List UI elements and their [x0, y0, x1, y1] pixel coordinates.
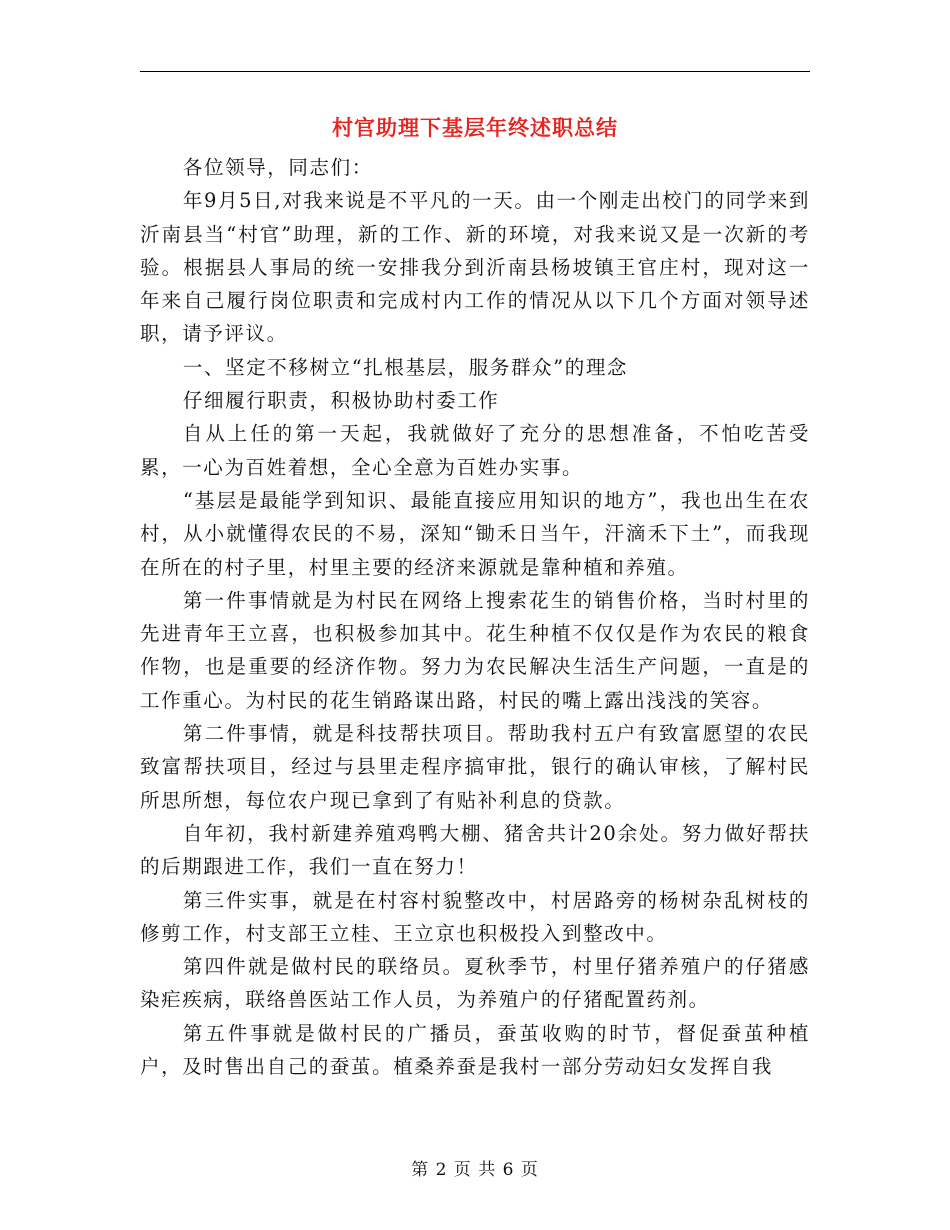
header-rule	[140, 71, 810, 72]
paragraph: 第五件事就是做村民的广播员，蚕茧收购的时节，督促蚕茧种植户，及时售出自己的蚕茧。植桑养蚕是我村一部分劳动妇女发挥自我	[140, 1021, 810, 1079]
paragraph: 自年初，我村新建养殖鸡鸭大棚、猪舍共计20余处。努力做好帮扶的后期跟进工作，我们一直在努力！	[140, 821, 810, 879]
paragraph: 第四件就是做村民的联络员。夏秋季节，村里仔猪养殖户的仔猪感染疟疾病，联络兽医站工作人员，为养殖户的仔猪配置药剂。	[140, 955, 810, 1012]
document-body	[140, 151, 810, 1083]
document-title: 村官助理下基层年终述职总结	[332, 115, 618, 140]
paragraph: 第一件事情就是为村民在网络上搜索花生的销售价格，当时村里的先进青年王立喜，也积极参加其中。花生种植不仅仅是作为农民的粮食作物，也是重要的经济作物。努力为农民解决生活生产问题，一直是的工作重心。为村民的花生销路谋出路，村民的嘴上露出浅浅的笑容。	[140, 588, 810, 712]
paragraph: 自从上任的第一天起，我就做好了充分的思想准备，不怕吃苦受累，一心为百姓着想，全心全意为百姓办实事。	[140, 422, 810, 479]
subsection-heading: 仔细履行职责，积极协助村委工作	[182, 389, 500, 413]
paragraph: 年9月5日,对我来说是不平凡的一天。由一个刚走出校门的同学来到沂南县当“村官”助理，新的工作、新的环境，对我来说又是一次新的考验。根据县人事局的统一安排我分到沂南县杨坡镇王官庄村，现对这一年来自己履行岗位职责和完成村内工作的情况从以下几个方面对领导述职，请予评议。	[140, 189, 810, 346]
paragraph: 第二件事情，就是科技帮扶项目。帮助我村五户有致富愿望的农民致富帮扶项目，经过与县里走程序搞审批，银行的确认审核，了解村民所思所想，每位农户现已拿到了有贴补利息的贷款。	[140, 722, 810, 812]
section-heading: 一、坚定不移树立“扎根基层，服务群众”的理念	[182, 355, 629, 379]
page-number-footer: 第 2 页 共 6 页	[411, 1160, 539, 1180]
paragraph: “基层是最能学到知识、最能直接应用知识的地方”，我也出生在农村，从小就懂得农民的不易，深知“锄禾日当午，汗滴禾下土”，而我现在所在的村子里，村里主要的经济来源就是靠种植和养殖。	[140, 488, 810, 579]
paragraph-greeting: 各位领导，同志们：	[182, 156, 373, 179]
paragraph: 第三件实事，就是在村容村貌整改中，村居路旁的杨树杂乱树枝的修剪工作，村支部王立桂、王立京也积极投入到整改中。	[140, 888, 810, 945]
